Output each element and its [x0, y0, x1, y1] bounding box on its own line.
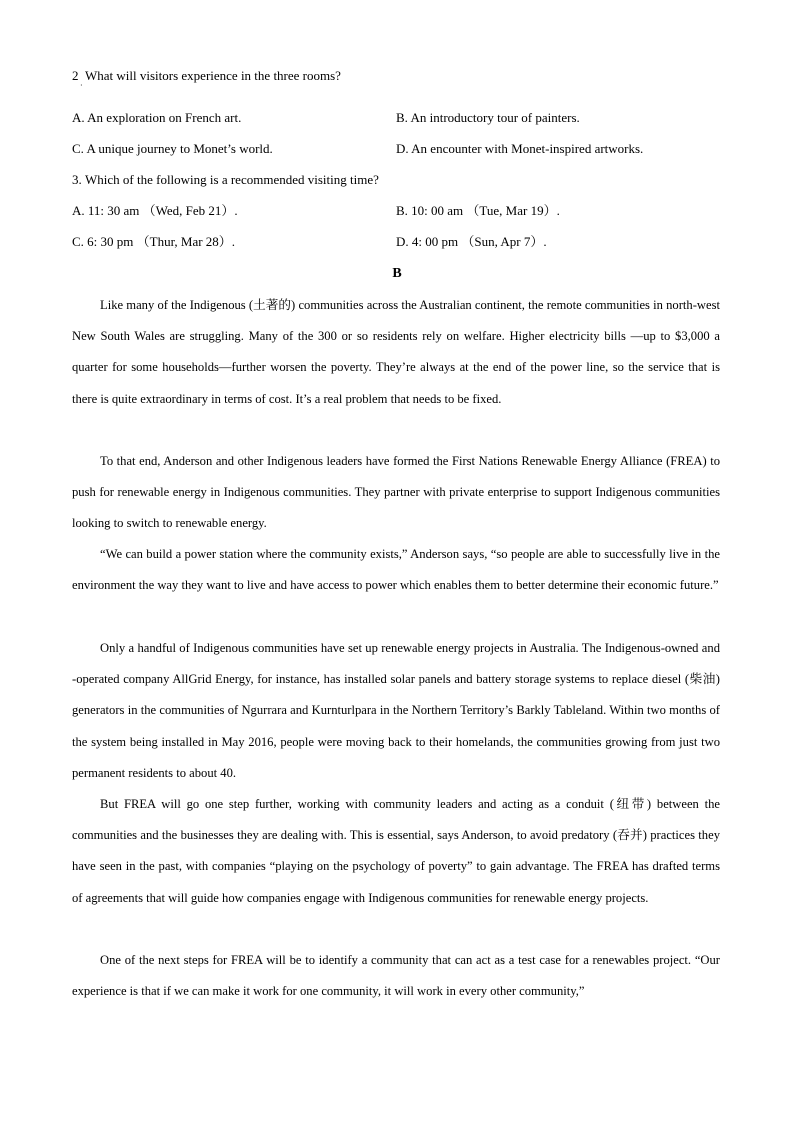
question-3-option-d: D. 4: 00 pm （Sun, Apr 7）. — [396, 234, 547, 249]
question-3-text: Which of the following is a recommended visiting time? — [85, 172, 379, 187]
passage-paragraph-2: To that end, Anderson and other Indigenous leaders have formed the First Nations Renewable Energy Alliance (FREA) to push for renewable energy in Indigenous communities. They partner with private enterprise to support Indigenous communities looking to switch to renewable energy. — [72, 454, 720, 531]
passage-paragraph-1: Like many of the Indigenous (土著的) communities across the Australian continent, the remote communities in north-west New South Wales are struggling. Many of the 300 or so residents rely on welfare. Higher electricity bills —up to $3,000 a quarter for some households—further worsen the poverty. They’re always at the end of the power line, so the service that is there is quite extraordinary in terms of cost. It’s a real problem that needs to be fixed. — [72, 298, 720, 406]
passage-paragraph-3: “We can build a power station where the community exists,” Anderson says, “so people are able to successfully live in the environment the way they want to live and have access to power which enables them to better determine their economic future.” — [72, 547, 720, 593]
question-2-text: What will visitors experience in the three rooms? — [85, 68, 341, 83]
question-2-option-b: B. An introductory tour of painters. — [396, 110, 580, 125]
passage-paragraph-6: One of the next steps for FREA will be to identify a community that can act as a test case for a renewables project. “Our experience is that if we can make it work for one community, it will work in every other community,” — [72, 953, 720, 999]
question-2-option-a: A. An exploration on French art. — [72, 110, 242, 125]
section-title: B — [392, 266, 402, 281]
question-2-option-c: C. A unique journey to Monet’s world. — [72, 141, 273, 156]
question-3-stem — [72, 172, 379, 188]
question-3-option-a: A. 11: 30 am （Wed, Feb 21）. — [72, 203, 238, 218]
question-2-number: 2 — [72, 68, 79, 83]
question-2-stem — [72, 68, 341, 84]
passage-paragraph-5: But FREA will go one step further, working with community leaders and acting as a conduit (纽带) between the communities and the businesses they are dealing with. This is essential, says Anderson, to avoid predatory (吞并) practices they have seen in the past, with companies “playing on the psychology of poverty” to gain advantage. The FREA has drafted terms of agreements that will guide how companies engage with Indigenous communities for renewable energy projects. — [72, 797, 720, 905]
question-2-option-d: D. An encounter with Monet-inspired artworks. — [396, 141, 644, 156]
question-3-number: 3. — [72, 172, 82, 187]
question-3-option-c: C. 6: 30 pm （Thur, Mar 28）. — [72, 234, 236, 249]
question-3-option-b: B. 10: 00 am （Tue, Mar 19）. — [396, 203, 560, 218]
passage-paragraph-4: Only a handful of Indigenous communities have set up renewable energy projects in Australia. The Indigenous-owned and -operated company AllGrid Energy, for instance, has installed solar panels and battery storage systems to replace diesel (柴油) generators in the communities of Ngurrara and Kurnturlpara in the Northern Territory’s Barkly Tableland. Within two months of the system being installed in May 2016, people were moving back to their homelands, the communities growing from just two permanent residents to about 40. — [72, 641, 720, 780]
question-2-dot-mark: · — [80, 81, 83, 90]
